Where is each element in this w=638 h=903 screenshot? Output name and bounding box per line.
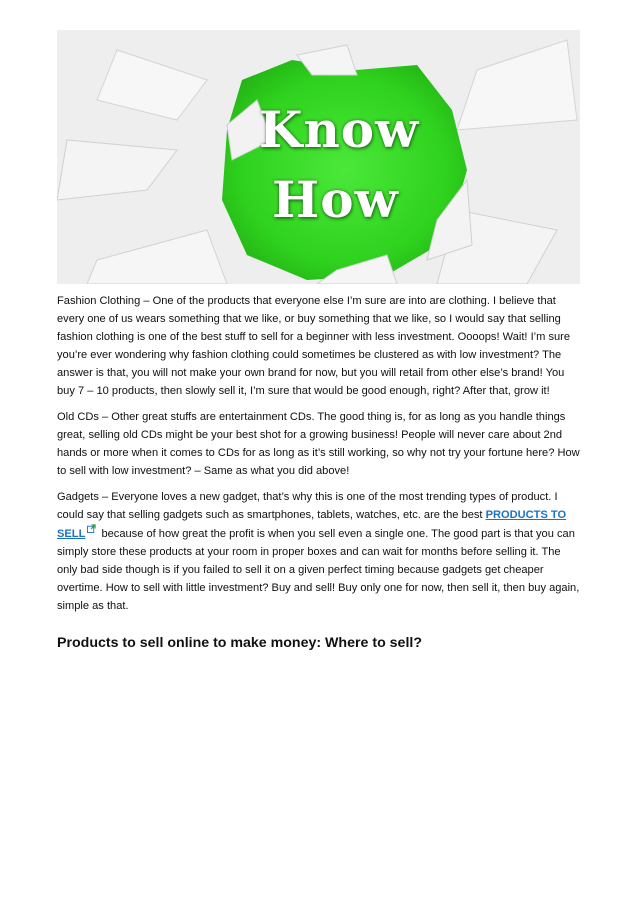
hero-title-line-2: How [272,170,399,229]
section-heading-where-to-sell: Products to sell online to make money: Where to sell? [57,635,423,651]
paragraph-old-cds: Old CDs – Other great stuffs are entertainment CDs. The good thing is, for as long as you handle things great, selling old CDs might be your best shot for a growing business! People will never care about 2nd hands or more when it comes to CDs for as long as it’s still working, so why not try your fortune here? How to sell with low investment? – Same as what you did above! [57,411,580,477]
article-body [57,292,580,653]
paragraph-fashion-clothing: Fashion Clothing – One of the products that everyone else I’m sure are into are clothing. I believe that every one of us wears something that we like, or buy something that we like, so I would say that selling fashion clothing is one of the best stuff to sell for a beginner with less investment. Oooops! Wait! I’m sure you’re ever wondering why fashion clothing could sometimes be clustered as with low investment? The answer is that, you will not make your own brand for now, but you will retail from other else’s brand! You buy 7 – 10 products, then slowly sell it, I’m sure that would be good enough, right? After that, grow it! [57,295,571,397]
external-link-icon[interactable] [87,524,96,533]
torn-paper-graphic [57,30,580,284]
hero-image [57,30,580,284]
gadgets-text-before: Gadgets – Everyone loves a new gadget, that’s why this is one of the most trending types of product. I could say that selling gadgets such as smartphones, tablets, watches, etc. are the best [57,491,558,521]
hero-title-line-1: Know [259,100,420,159]
paragraph-gadgets [57,488,580,615]
gadgets-text-after: because of how great the profit is when you sell even a single one. The good part is that you can simply store these products at your room in proper boxes and can wait for months before selling it. The only bad side though is if you failed to sell it on a given perfect timing because gadgets get cheaper overtime. How to sell with little investment? Buy and sell! Buy only one for now, then sell it, then buy again, simple as that. [57,528,580,612]
products-to-sell-link[interactable]: PRODUCTS TO SELL [57,509,567,540]
